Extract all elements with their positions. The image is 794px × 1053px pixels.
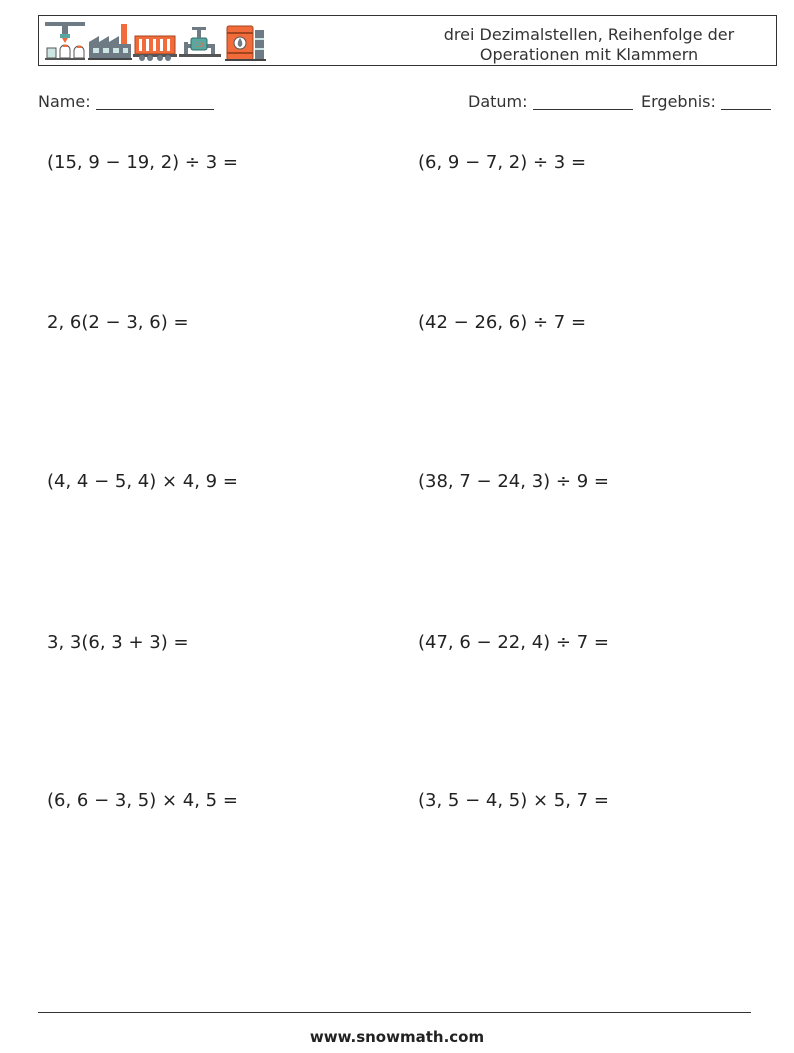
problem-7: 3, 3(6, 3 + 3) = [47,632,189,653]
pipeline-valve-icon [179,27,221,57]
problem-5: (4, 4 − 5, 4) × 4, 9 = [47,471,238,492]
name-field [38,92,214,111]
factory-icon [88,24,132,60]
name-blank[interactable] [96,93,214,110]
title-line-1: drei Dezimalstellen, Reihenfolge der [443,25,735,44]
cargo-wagon-icon [133,36,177,61]
footer-url[interactable]: www.snowmath.com [309,1028,485,1046]
worksheet-header [38,15,777,66]
svg-text:CO: CO [194,42,204,49]
name-label: Name: [38,92,91,111]
date-field [468,92,633,111]
result-field [641,92,771,111]
date-label: Datum: [468,92,528,111]
result-blank[interactable] [721,93,771,110]
problem-6: (38, 7 − 24, 3) ÷ 9 = [418,471,609,492]
footer-divider [38,1012,751,1013]
problem-2: (6, 9 − 7, 2) ÷ 3 = [418,152,587,173]
problem-4: (42 − 26, 6) ÷ 7 = [418,312,587,333]
date-blank[interactable] [533,93,633,110]
result-label: Ergebnis: [641,92,716,111]
worksheet-title [419,25,759,65]
header-icons [43,20,267,62]
problem-8: (47, 6 − 22, 4) ÷ 7 = [418,632,609,653]
oil-barrel-icon [225,26,266,61]
title-line-2: Operationen mit Klammern [479,45,699,64]
problem-3: 2, 6(2 − 3, 6) = [47,312,189,333]
problem-10: (3, 5 − 4, 5) × 5, 7 = [418,790,609,811]
problem-1: (15, 9 − 19, 2) ÷ 3 = [47,152,238,173]
problem-9: (6, 6 − 3, 5) × 4, 5 = [47,790,238,811]
crane-icon [45,22,85,60]
